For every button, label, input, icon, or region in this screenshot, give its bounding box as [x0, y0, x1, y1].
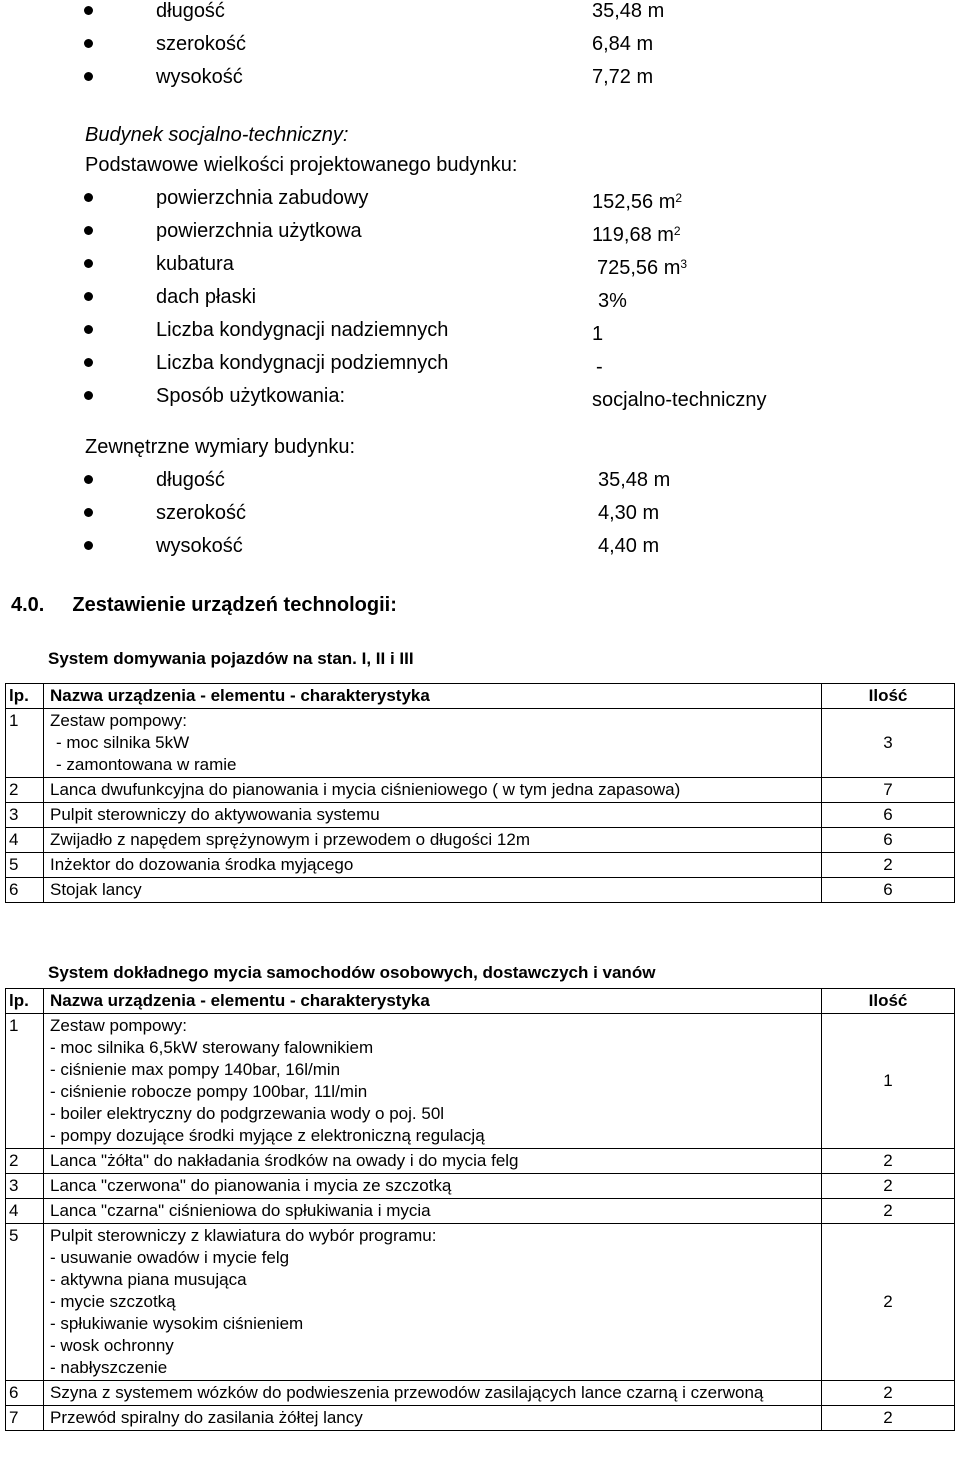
bullet-icon — [84, 259, 93, 268]
bullet-icon — [84, 475, 93, 484]
table-row: 5 Inżektor do dozowania środka myjącego 2 — [6, 853, 955, 878]
header-lp: lp. — [6, 989, 44, 1014]
table1-caption: System domywania pojazdów na stan. I, II i III — [48, 649, 414, 668]
bullet-icon — [84, 292, 93, 301]
bullet-icon — [84, 39, 93, 48]
table2-caption: System dokładnego mycia samochodów osobowych, dostawczych i vanów — [48, 963, 656, 982]
header-qty: Ilość — [822, 989, 955, 1014]
section-title: Zestawienie urządzeń technologii: — [72, 594, 397, 616]
table-row: 4 Lanca "czarna" ciśnieniowa do spłukiwania i mycia 2 — [6, 1199, 955, 1224]
table-row: 1 Zestaw pompowy: - moc silnika 6,5kW sterowany falownikiem - ciśnienie max pompy 140bar, 16l/min - ciśnienie robocze pompy 100bar, 11l/min - boiler elektryczny do podgrzewania wody o poj. 50l - pompy dozujące środki myjące z elektroniczną regulacją 1 — [6, 1014, 955, 1149]
table-row: 7 Przewód spiralny do zasilania żółtej lancy 2 — [6, 1406, 955, 1431]
table-row: 5 Pulpit sterowniczy z klawiatura do wybór programu: - usuwanie owadów i mycie felg - aktywna piana musująca - mycie szczotką - spłukiwanie wysokim ciśnieniem - wosk ochronny - nabłyszczenie 2 — [6, 1224, 955, 1381]
bullet-icon — [84, 358, 93, 367]
social-building-title: Budynek socjalno-techniczny: — [85, 124, 349, 146]
table-row: 3 Lanca "czerwona" do pianowania i mycia ze szczotką 2 — [6, 1174, 955, 1199]
table-row: 4 Zwijadło z napędem sprężynowym i przewodem o długości 12m 6 — [6, 828, 955, 853]
table-row: 6 Szyna z systemem wózków do podwieszenia przewodów zasilających lance czarną i czerwoną 2 — [6, 1381, 955, 1406]
section-number: 4.0. — [11, 594, 45, 616]
bullet-icon — [84, 391, 93, 400]
bullet-icon — [84, 325, 93, 334]
table-header-row — [6, 989, 955, 1014]
bullet-icon — [84, 508, 93, 517]
table-row: 2 Lanca "żółta" do nakładania środków na owady i do mycia felg 2 — [6, 1149, 955, 1174]
header-name: Nazwa urządzenia - elementu - charakterystyka — [44, 684, 822, 709]
table-row: 2 Lanca dwufunkcyjna do pianowania i mycia ciśnieniowego ( w tym jedna zapasowa) 7 — [6, 778, 955, 803]
header-lp: lp. — [6, 684, 44, 709]
bullet-icon — [84, 6, 93, 15]
table-row: 3 Pulpit sterowniczy do aktywowania systemu 6 — [6, 803, 955, 828]
bullet-icon — [84, 226, 93, 235]
table-header-row — [6, 684, 955, 709]
bullet-icon — [84, 72, 93, 81]
bullet-icon — [84, 541, 93, 550]
section-heading — [11, 594, 397, 617]
equipment-table-1 — [5, 683, 955, 903]
external-dims-title: Zewnętrzne wymiary budynku: — [85, 436, 356, 458]
table-row: 1 Zestaw pompowy: - moc silnika 5kW - zamontowana w ramie 3 — [6, 709, 955, 778]
header-qty: Ilość — [822, 684, 955, 709]
header-name: Nazwa urządzenia - elementu - charakterystyka — [44, 989, 822, 1014]
social-building-subtitle: Podstawowe wielkości projektowanego budynku: — [85, 154, 518, 176]
table-row: 6 Stojak lancy 6 — [6, 878, 955, 903]
bullet-icon — [84, 193, 93, 202]
equipment-table-2 — [5, 988, 955, 1431]
